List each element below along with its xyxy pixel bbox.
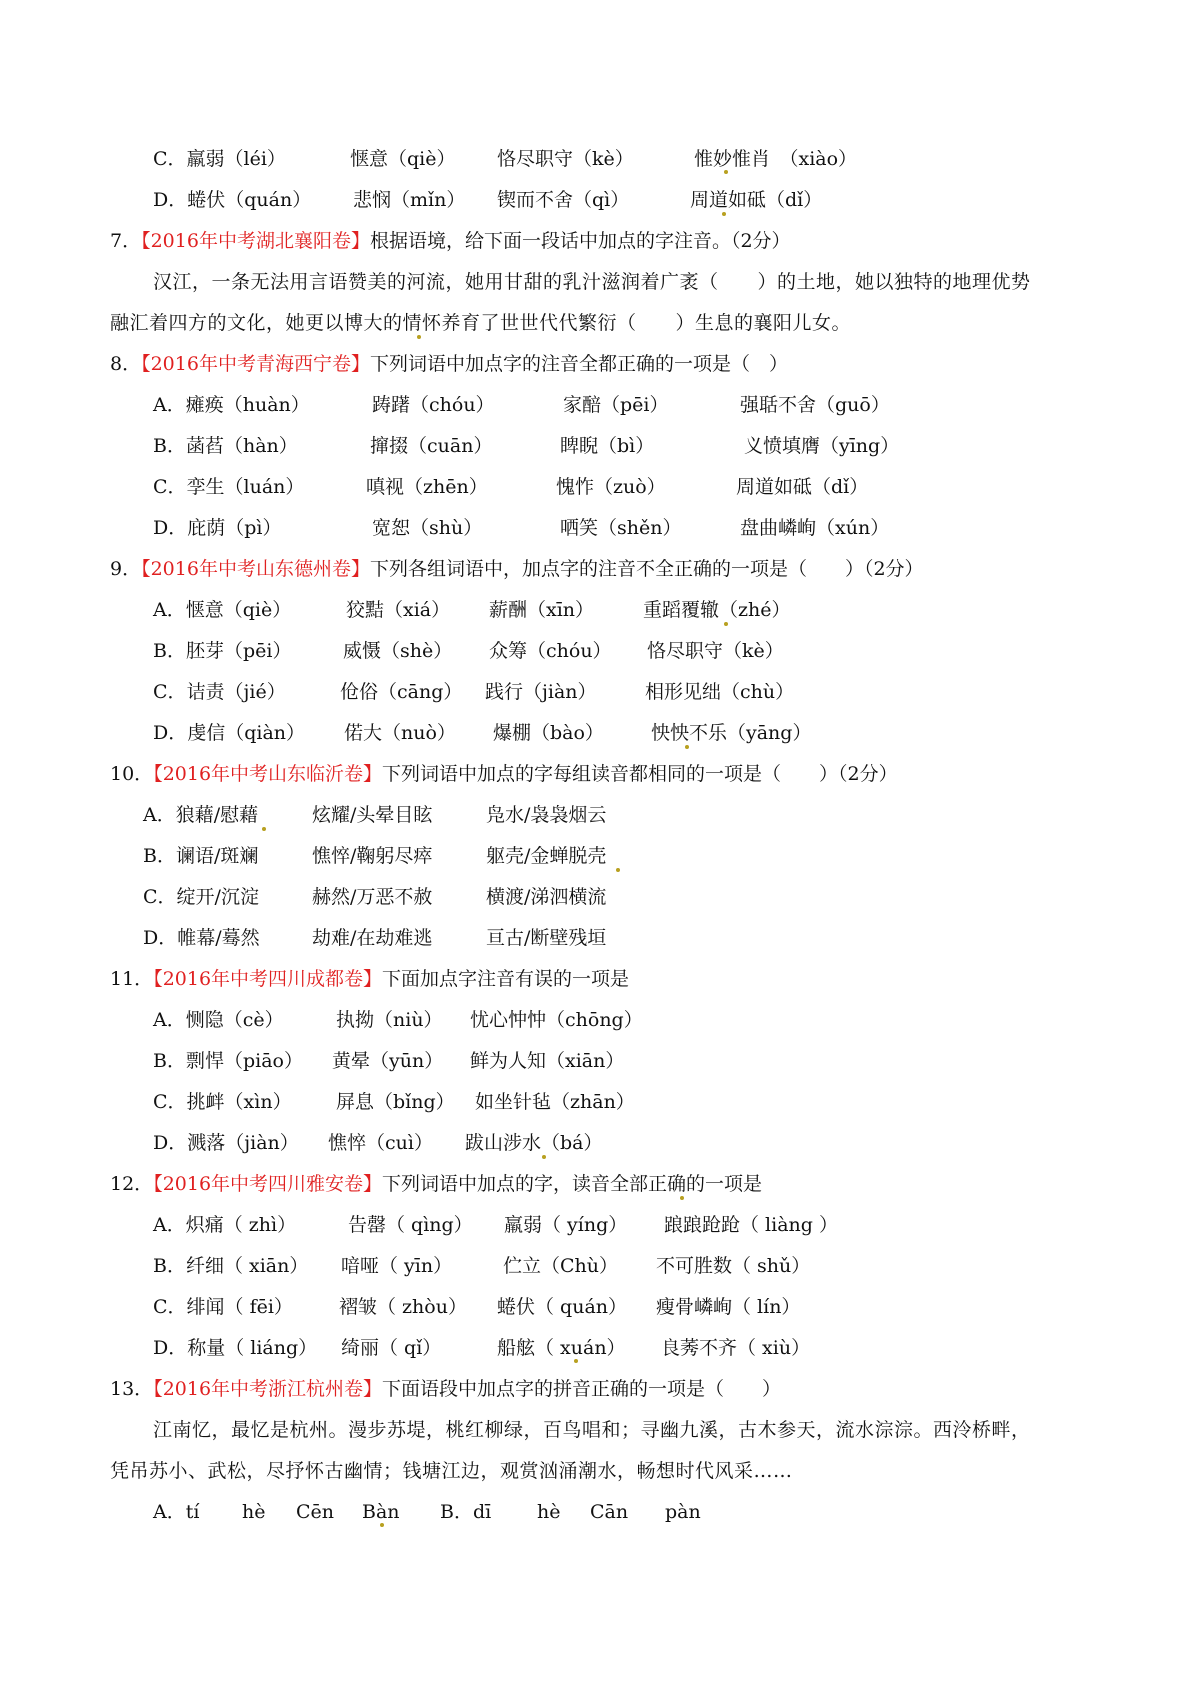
option-item: 义愤填膺（yīng）	[744, 435, 900, 457]
option-item: 黄晕（yūn）	[332, 1050, 444, 1072]
option-item: B．菡萏（hàn）	[153, 435, 298, 457]
option-item: D．蜷伏（quán）	[153, 189, 312, 211]
option-item: 相形见绌（chù）	[645, 681, 795, 703]
emphasis-dot	[722, 212, 726, 216]
q13-passage-line: 江南忆，最忆是杭州。漫步苏堤，桃红柳绿，百鸟唱和；寻幽九溪，古木参天，流水淙淙。西泠桥畔，	[153, 1419, 1031, 1441]
emphasis-dot	[724, 170, 728, 174]
emphasis-dot	[616, 868, 620, 872]
option-item: 凫水/袅袅烟云	[486, 804, 607, 826]
option-item: D．帷幕/蓦然	[143, 927, 260, 949]
option-item: 赫然/万恶不赦	[312, 886, 433, 908]
question-number: 9．	[110, 558, 142, 580]
option-item: 劫难/在劫难逃	[312, 927, 433, 949]
option-item: Cēn	[296, 1501, 335, 1523]
q7-passage-line: 汉江，一条无法用言语赞美的河流，她用甘甜的乳汁滋润着广袤（ ）的土地，她以独特的地理优势	[153, 271, 1031, 293]
option-item: 忧心忡忡（chōng）	[470, 1009, 643, 1031]
option-item: A．tí	[153, 1501, 200, 1523]
option-item: 屏息（bǐng）	[336, 1091, 455, 1113]
option-item: 褶皱（ zhòu）	[339, 1296, 467, 1318]
option-item: D．庇荫（pì）	[153, 517, 282, 539]
question-10-stem	[110, 762, 898, 786]
option-item: 横渡/涕泗横流	[486, 886, 607, 908]
q7-passage-line: 融汇着四方的文化，她更以博大的情怀养育了世世代代繁衍（ ）生息的襄阳儿女。	[110, 312, 852, 334]
question-text: 下列词语中加点的字每组读音都相同的一项是（ ）（2分）	[382, 763, 898, 785]
emphasis-dot	[574, 1359, 578, 1363]
option-item: hè	[242, 1501, 266, 1523]
q13-passage-line: 凭吊苏小、武松，尽抒怀古幽情；钱塘江边，观赏汹涌潮水，畅想时代风采……	[110, 1460, 793, 1482]
option-item: hè	[537, 1501, 561, 1523]
question-number: 11．	[110, 968, 154, 990]
emphasis-dot	[680, 1196, 684, 1200]
option-item: 哂笑（shěn）	[560, 517, 682, 539]
option-item: pàn	[665, 1501, 701, 1523]
option-item: 盘曲嶙峋（xún）	[740, 517, 890, 539]
emphasis-dot	[417, 335, 421, 339]
option-item: 躯壳/金蝉脱壳	[486, 845, 607, 867]
option-item: 船舷（ xuán）	[497, 1337, 626, 1359]
option-item: 家醅（pēi）	[563, 394, 669, 416]
option-item: 憔悴（cuì）	[328, 1132, 433, 1154]
option-item: 锲而不舍（qì）	[497, 189, 630, 211]
question-text: 下面加点字注音有误的一项是	[382, 968, 630, 990]
question-number: 7．	[110, 230, 142, 252]
question-text: 下面语段中加点字的拼音正确的一项是（ ）	[382, 1378, 782, 1400]
option-item: 怏怏不乐（yāng）	[651, 722, 812, 744]
option-item: Bàn	[362, 1501, 400, 1523]
option-item: C．绯闻（ fēi）	[153, 1296, 293, 1318]
question-text: 下列各组词语中，加点字的注音不全正确的一项是（ ）（2分）	[369, 558, 924, 580]
option-item: 撺掇（cuān）	[370, 435, 493, 457]
option-item: 跋山涉水（bá）	[465, 1132, 603, 1154]
question-source: 【2016年中考四川雅安卷】	[153, 1173, 383, 1195]
emphasis-dot	[542, 1155, 546, 1159]
question-12-stem	[110, 1172, 762, 1196]
option-item: B．胚芽（pēi）	[153, 640, 292, 662]
option-item: 偌大（nuò）	[344, 722, 456, 744]
option-item: B．dī	[440, 1501, 492, 1523]
option-item: 悲悯（mǐn）	[353, 189, 466, 211]
option-item: A．恻隐（cè）	[153, 1009, 284, 1031]
option-item: C．孪生（luán）	[153, 476, 305, 498]
option-item: A．狼藉/慰藉	[143, 804, 259, 826]
option-item: 喑哑（ yīn）	[341, 1255, 453, 1277]
option-item: 憔悴/鞠躬尽瘁	[312, 845, 433, 867]
option-item: 蜷伏（ quán）	[497, 1296, 628, 1318]
option-item: D．溅落（jiàn）	[153, 1132, 299, 1154]
option-item: B．谰语/斑斓	[143, 845, 259, 867]
question-text: 下列词语中加点字的注音全都正确的一项是（ ）	[369, 353, 788, 375]
option-item: 瘦骨嶙峋（ lín）	[656, 1296, 801, 1318]
option-item: 踌躇（chóu）	[372, 394, 495, 416]
option-item: C．诘责（jié）	[153, 681, 286, 703]
option-item: C．挑衅（xìn）	[153, 1091, 292, 1113]
option-item: 嗔视（zhēn）	[366, 476, 488, 498]
option-item: 炫耀/头晕目眩	[312, 804, 433, 826]
option-item: 众筹（chóu）	[489, 640, 612, 662]
option-item: A．炽痛（ zhì）	[153, 1214, 297, 1236]
question-source: 【2016年中考青海西宁卷】	[141, 353, 370, 375]
emphasis-dot	[380, 1523, 384, 1527]
question-11-stem	[110, 967, 629, 991]
option-item: C．绽开/沉淀	[143, 886, 259, 908]
option-item: 伫立（Chù）	[503, 1255, 619, 1277]
question-text: 根据语境，给下面一段话中加点的字注音。（2分）	[369, 230, 791, 252]
option-item: A．惬意（qiè）	[153, 599, 292, 621]
option-item: 强聒不舍（guō）	[740, 394, 890, 416]
option-item: Cān	[590, 1501, 629, 1523]
option-item: 爆棚（bào）	[493, 722, 604, 744]
question-number: 10．	[110, 763, 154, 785]
question-source: 【2016年中考山东临沂卷】	[153, 763, 383, 785]
option-item: 威慑（shè）	[343, 640, 453, 662]
option-item: B．剽悍（piāo）	[153, 1050, 303, 1072]
option-item: A．瘫痪（huàn）	[153, 394, 310, 416]
question-number: 8．	[110, 353, 142, 375]
option-item: 鲜为人知（xiān）	[470, 1050, 625, 1072]
option-item: 恪尽职守（kè）	[647, 640, 784, 662]
question-number: 13．	[110, 1378, 154, 1400]
option-item: 踉踉跄跄（ liàng ）	[664, 1214, 838, 1236]
option-item: D．称量（ liáng）	[153, 1337, 318, 1359]
option-item: 恪尽职守（kè）	[497, 148, 634, 170]
option-item: D．虔信（qiàn）	[153, 722, 306, 744]
option-item: 绮丽（ qǐ）	[341, 1337, 442, 1359]
option-item: C．羸弱（léi）	[153, 148, 286, 170]
question-source: 【2016年中考四川成都卷】	[153, 968, 383, 990]
question-text: 下列词语中加点的字，读音全部正确的一项是	[382, 1173, 763, 1195]
question-7-stem	[110, 229, 791, 253]
option-item: 愧怍（zuò）	[556, 476, 666, 498]
option-item: 羸弱（ yíng）	[504, 1214, 628, 1236]
option-item: 狡黠（xiá）	[346, 599, 451, 621]
option-item: 惟妙惟肖 （xiào）	[694, 148, 858, 170]
option-item: 亘古/断壁残垣	[486, 927, 607, 949]
option-item: 睥睨（bì）	[560, 435, 655, 457]
option-item: 不可胜数（ shǔ）	[656, 1255, 811, 1277]
option-item: 重蹈覆辙（zhé）	[643, 599, 791, 621]
question-9-stem	[110, 557, 924, 581]
option-item: B．纤细（ xiān）	[153, 1255, 309, 1277]
emphasis-dot	[262, 827, 266, 831]
question-8-stem	[110, 352, 788, 376]
option-item: 良莠不齐（ xiù）	[661, 1337, 811, 1359]
question-source: 【2016年中考湖北襄阳卷】	[141, 230, 370, 252]
option-item: 惬意（qiè）	[350, 148, 456, 170]
option-item: 薪酬（xīn）	[489, 599, 595, 621]
emphasis-dot	[724, 622, 728, 626]
option-item: 告罄（ qìng）	[348, 1214, 473, 1236]
option-item: 伧俗（cāng）	[340, 681, 463, 703]
question-source: 【2016年中考浙江杭州卷】	[153, 1378, 383, 1400]
option-item: 周道如砥（dǐ）	[736, 476, 869, 498]
option-item: 践行（jiàn）	[485, 681, 597, 703]
emphasis-dot	[685, 745, 689, 749]
option-item: 如坐针毡（zhān）	[475, 1091, 635, 1113]
option-item: 周道如砥（dǐ）	[690, 189, 823, 211]
question-number: 12．	[110, 1173, 154, 1195]
option-item: 执拗（niù）	[336, 1009, 443, 1031]
option-item: 宽恕（shù）	[372, 517, 483, 539]
question-13-stem	[110, 1377, 781, 1401]
question-source: 【2016年中考山东德州卷】	[141, 558, 370, 580]
